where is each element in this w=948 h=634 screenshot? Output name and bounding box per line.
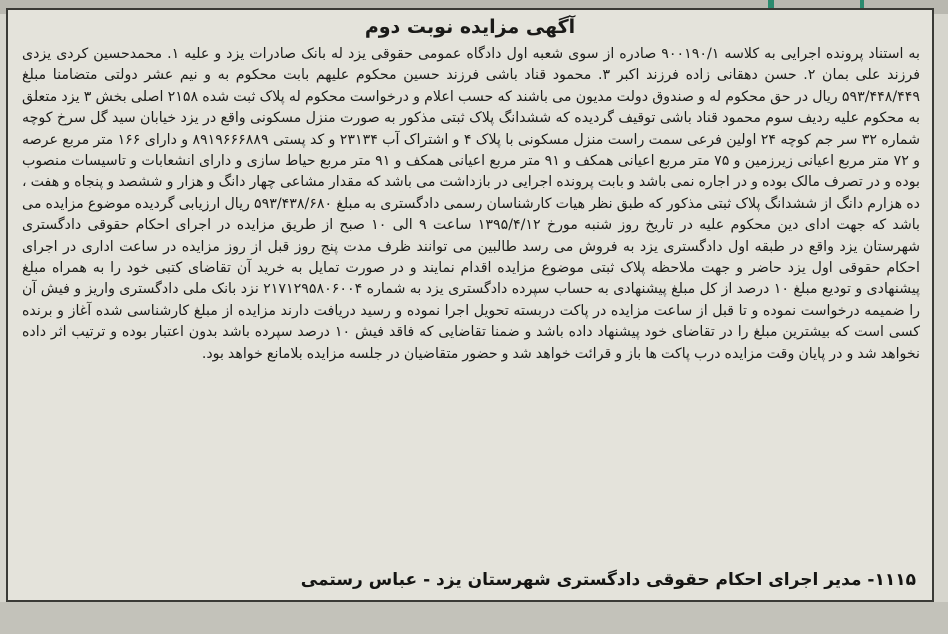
notice-title: آگهی مزایده نوبت دوم [364,16,576,38]
column-separator-mark [860,0,864,8]
auction-notice [6,8,934,602]
page-bottom-margin [0,602,948,634]
notice-signature: ۱۱۱۵- مدیر اجرای احکام حقوقی دادگستری شهرستان یزد - عباس رستمی [300,570,916,590]
notice-body: به استناد پرونده اجرایی به کلاسه ۹۰۰۱۹۰/۱ صادره از سوی شعبه اول دادگاه عمومی حقوقی یزد له بانک صادرات یزد و علیه ۱. محمدحسین کردی یزدی فرزند علی بمان ۲. حسن دهقانی زاده فرزند اکبر ۳. محمود قناد باشی فرزند حسین محکوم علیهم بابت محکوم به و نیم عشر دولتی متضامنا مبلغ ۵۹۳/۴۴۸/۴۴۹ ریال در حق محکوم له و صندوق دولت مدیون می باشند که حسب اعلام و درخواست محکوم له پلاک ثبت شده ۲۱۵۸ اصلی بخش ۳ یزد متعلق به محکوم علیه ردیف سوم محمود قناد باشی توقیف گردیده که ششدانگ پلاک ثبتی مذکور به صورت منزل مسکونی واقع در یزد خیابان سید گل سرخ کوچه شماره ۳۲ سر جم کوچه ۲۴ اولین فرعی سمت راست منزل مسکونی با پلاک ۴ و اشتراک آب ۲۳۱۳۴ و کد پستی ۸۹۱۹۶۶۶۸۸۹ و دارای ۱۶۶ متر مربع عرصه و ۷۲ متر مربع اعیانی زیرزمین و ۷۵ متر مربع اعیانی همکف و ۹۱ متر مربع اعیانی همکف و ۹۱ متر مربع حیاط سازی و دارای انشعابات و تاسیسات منصوب بوده و در تصرف مالک بوده و در اجاره نمی باشد و بابت پرونده اجرایی در بازداشت می باشد که مقدار مشاعی چهار دانگ و هزار و ششصد و پنجاه و هفت ، ده هزارم دانگ از ششدانگ پلاک ثبتی مذکور که طبق نظر هیات کارشناسان رسمی دادگستری به مبلغ ۵۹۳/۴۳۸/۶۸۰ ریال ارزیابی گردیده موضوع مزایده می باشد که جهت ادای دین محکوم علیه در تاریخ روز شنبه مورخ ۱۳۹۵/۴/۱۲ ساعت ۹ الی ۱۰ صبح از طریق مزایده در اجرای احکام حقوقی دادگستری شهرستان یزد واقع در طبقه اول دادگستری یزد به فروش می رسد طالبین می توانند ظرف مدت پنج روز قبل از روز مزایده در ساعت اداری در اجرای احکام حقوقی اول یزد حاضر و جهت ملاحظه پلاک ثبتی موضوع مزایده اقدام نمایند و در صورت تمایل به خرید آن تقاضای کتبی خود را به همراه مبلغ پیشنهادی و تودیع مبلغ ۱۰ درصد از کل مبلغ پیشنهادی به حساب سپرده دادگستری یزد به شماره ۲۱۷۱۲۹۵۸۰۶۰۰۴ نزد بانک ملی دادگستری واریز و فیش آن را ضمیمه درخواست نموده و تا قبل از ساعت مزایده در پاکت دربسته تحویل اجرا نموده و رسید دریافت دارند مزایده از مبلغ کارشناسی شده آغاز و برنده کسی است که بیشترین مبلغ را در تقاضای خود پیشنهاد داده باشد و ضمنا تقاضایی که فاقد فیش ۱۰ درصد سپرده باشد بدون اعتبار بوده و ترتیب اثر داده نخواهد شد و در پایان وقت مزایده درب پاکت ها باز و قرائت خواهد شد و حضور متقاضیان در جلسه مزایده بلامانع خواهد بود. [22,46,921,362]
